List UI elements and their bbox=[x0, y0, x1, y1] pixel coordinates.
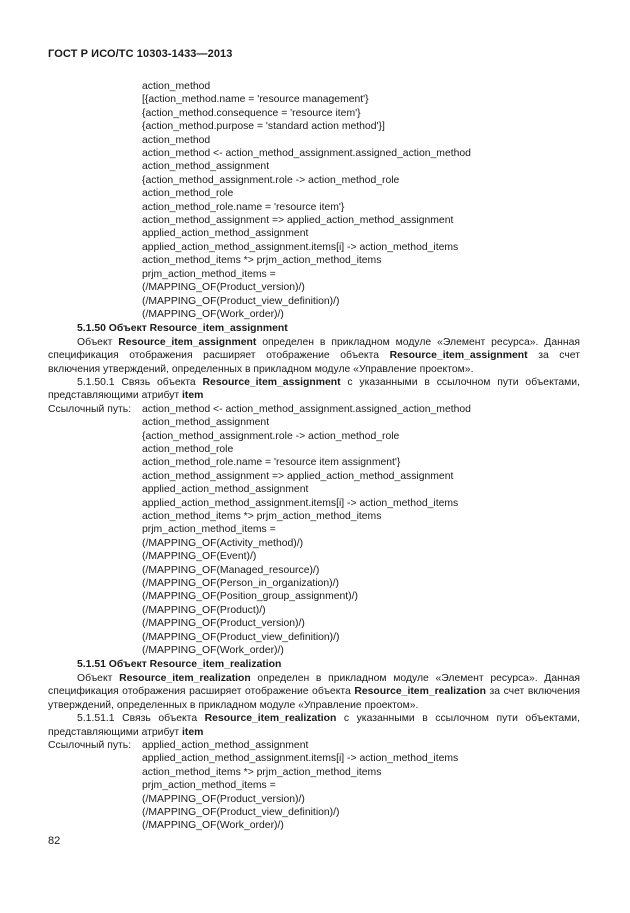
mapping-block-2 bbox=[48, 416, 580, 657]
section-title-5-1-50: 5.1.50 Объект Resource_item_assignment bbox=[77, 323, 288, 335]
page-content bbox=[48, 80, 580, 833]
document-header: ГОСТ Р ИСО/ТС 10303-1433—2013 bbox=[48, 48, 233, 60]
code-line: action_method_assignment bbox=[142, 161, 270, 173]
code-line: [{action_method.name = 'resource management'} bbox=[142, 94, 369, 106]
code-line: prjm_action_method_items = bbox=[142, 268, 276, 280]
code-line: (/MAPPING_OF(Product_view_definition)/) bbox=[142, 295, 340, 307]
code-line: applied_action_method_assignment bbox=[142, 739, 309, 751]
code-line: (/MAPPING_OF(Activity_method)/) bbox=[142, 537, 304, 549]
code-line: action_method_assignment bbox=[142, 417, 270, 429]
section-paragraph: Объект Resource_item_assignment определен в прикладном модуле «Элемент ресурса». Данная спецификация отображения расширяет отображение объекта Resource_item_assignment за счет включения утверждений, определенных в прикладном модуле «Управление проектом». bbox=[48, 336, 580, 375]
code-line: action_method_assignment => applied_action_method_assignment bbox=[142, 215, 454, 227]
code-line: action_method_role.name = 'resource item'} bbox=[142, 201, 345, 213]
code-line: action_method_role.name = 'resource item assignment'} bbox=[142, 457, 401, 469]
mapping-block-1 bbox=[48, 80, 580, 321]
code-line: {action_method_assignment.role -> action_method_role bbox=[142, 430, 400, 442]
code-line: applied_action_method_assignment bbox=[142, 228, 309, 240]
mapping-block-3 bbox=[48, 752, 580, 832]
code-line: (/MAPPING_OF(Product_view_definition)/) bbox=[142, 631, 340, 643]
code-line: {action_method.consequence = 'resource item'} bbox=[142, 107, 361, 119]
subsection-paragraph: 5.1.51.1 Связь объекта Resource_item_realization с указанными в ссылочном пути объектами, представляющими атрибут item bbox=[48, 713, 581, 738]
code-line: (/MAPPING_OF(Product_version)/) bbox=[142, 282, 305, 294]
code-line: (/MAPPING_OF(Position_group_assignment)/) bbox=[142, 591, 358, 603]
code-line: action_method_role bbox=[142, 188, 234, 200]
code-line: (/MAPPING_OF(Product_version)/) bbox=[142, 793, 305, 805]
code-line: action_method bbox=[142, 81, 211, 92]
section-title-5-1-51: 5.1.51 Объект Resource_item_realization bbox=[77, 659, 282, 671]
code-line: action_method_items *> prjm_action_method_items bbox=[142, 511, 382, 522]
code-line: applied_action_method_assignment.items[i] -> action_method_items bbox=[142, 497, 459, 509]
subsection-paragraph: 5.1.50.1 Связь объекта Resource_item_assignment с указанными в ссылочном пути объектами, представляющими атрибут item bbox=[48, 376, 580, 402]
code-line: (/MAPPING_OF(Product)/) bbox=[142, 604, 266, 616]
code-line: action_method_role bbox=[142, 443, 234, 455]
code-line: (/MAPPING_OF(Product_version)/) bbox=[142, 618, 305, 630]
code-line: prjm_action_method_items = bbox=[142, 780, 276, 792]
code-line: (/MAPPING_OF(Product_view_definition)/) bbox=[142, 806, 340, 818]
code-line: action_method_assignment => applied_action_method_assignment bbox=[142, 470, 454, 482]
code-line: (/MAPPING_OF(Work_order)/) bbox=[142, 820, 284, 832]
code-line: applied_action_method_assignment.items[i] -> action_method_items bbox=[142, 241, 459, 253]
code-line: action_method <- action_method_assignment.assigned_action_method bbox=[142, 148, 471, 160]
reference-path-label: Ссылочный путь: bbox=[48, 403, 132, 415]
code-line: {action_method_assignment.role -> action_method_role bbox=[142, 174, 400, 186]
code-line: action_method <- action_method_assignment.assigned_action_method bbox=[142, 403, 471, 415]
reference-path-row bbox=[48, 739, 580, 752]
code-line: action_method bbox=[142, 134, 211, 146]
code-line: (/MAPPING_OF(Work_order)/) bbox=[142, 645, 284, 657]
code-line: (/MAPPING_OF(Event)/) bbox=[142, 551, 257, 563]
code-line: (/MAPPING_OF(Managed_resource)/) bbox=[142, 564, 320, 576]
section-paragraph: Объект Resource_item_realization определен в прикладном модуле «Элемент ресурса». Данная спецификация отображения расширяет отображение объекта Resource_item_realization за счет включения утверждений, определенных в прикладном модуле «Управление проектом». bbox=[48, 672, 580, 711]
code-line: (/MAPPING_OF(Work_order)/) bbox=[142, 308, 284, 320]
code-line: action_method_items *> prjm_action_method_items bbox=[142, 255, 382, 267]
code-line: prjm_action_method_items = bbox=[142, 524, 276, 536]
code-line: {action_method.purpose = 'standard action method'}] bbox=[142, 121, 385, 133]
code-line: action_method_items *> prjm_action_method_items bbox=[142, 766, 382, 778]
reference-path-row bbox=[48, 403, 580, 416]
reference-path-label: Ссылочный путь: bbox=[48, 739, 132, 751]
code-line: applied_action_method_assignment.items[i] -> action_method_items bbox=[142, 753, 459, 765]
code-line: (/MAPPING_OF(Person_in_organization)/) bbox=[142, 578, 339, 590]
page-number: 82 bbox=[48, 835, 61, 847]
code-line: applied_action_method_assignment bbox=[142, 484, 309, 496]
